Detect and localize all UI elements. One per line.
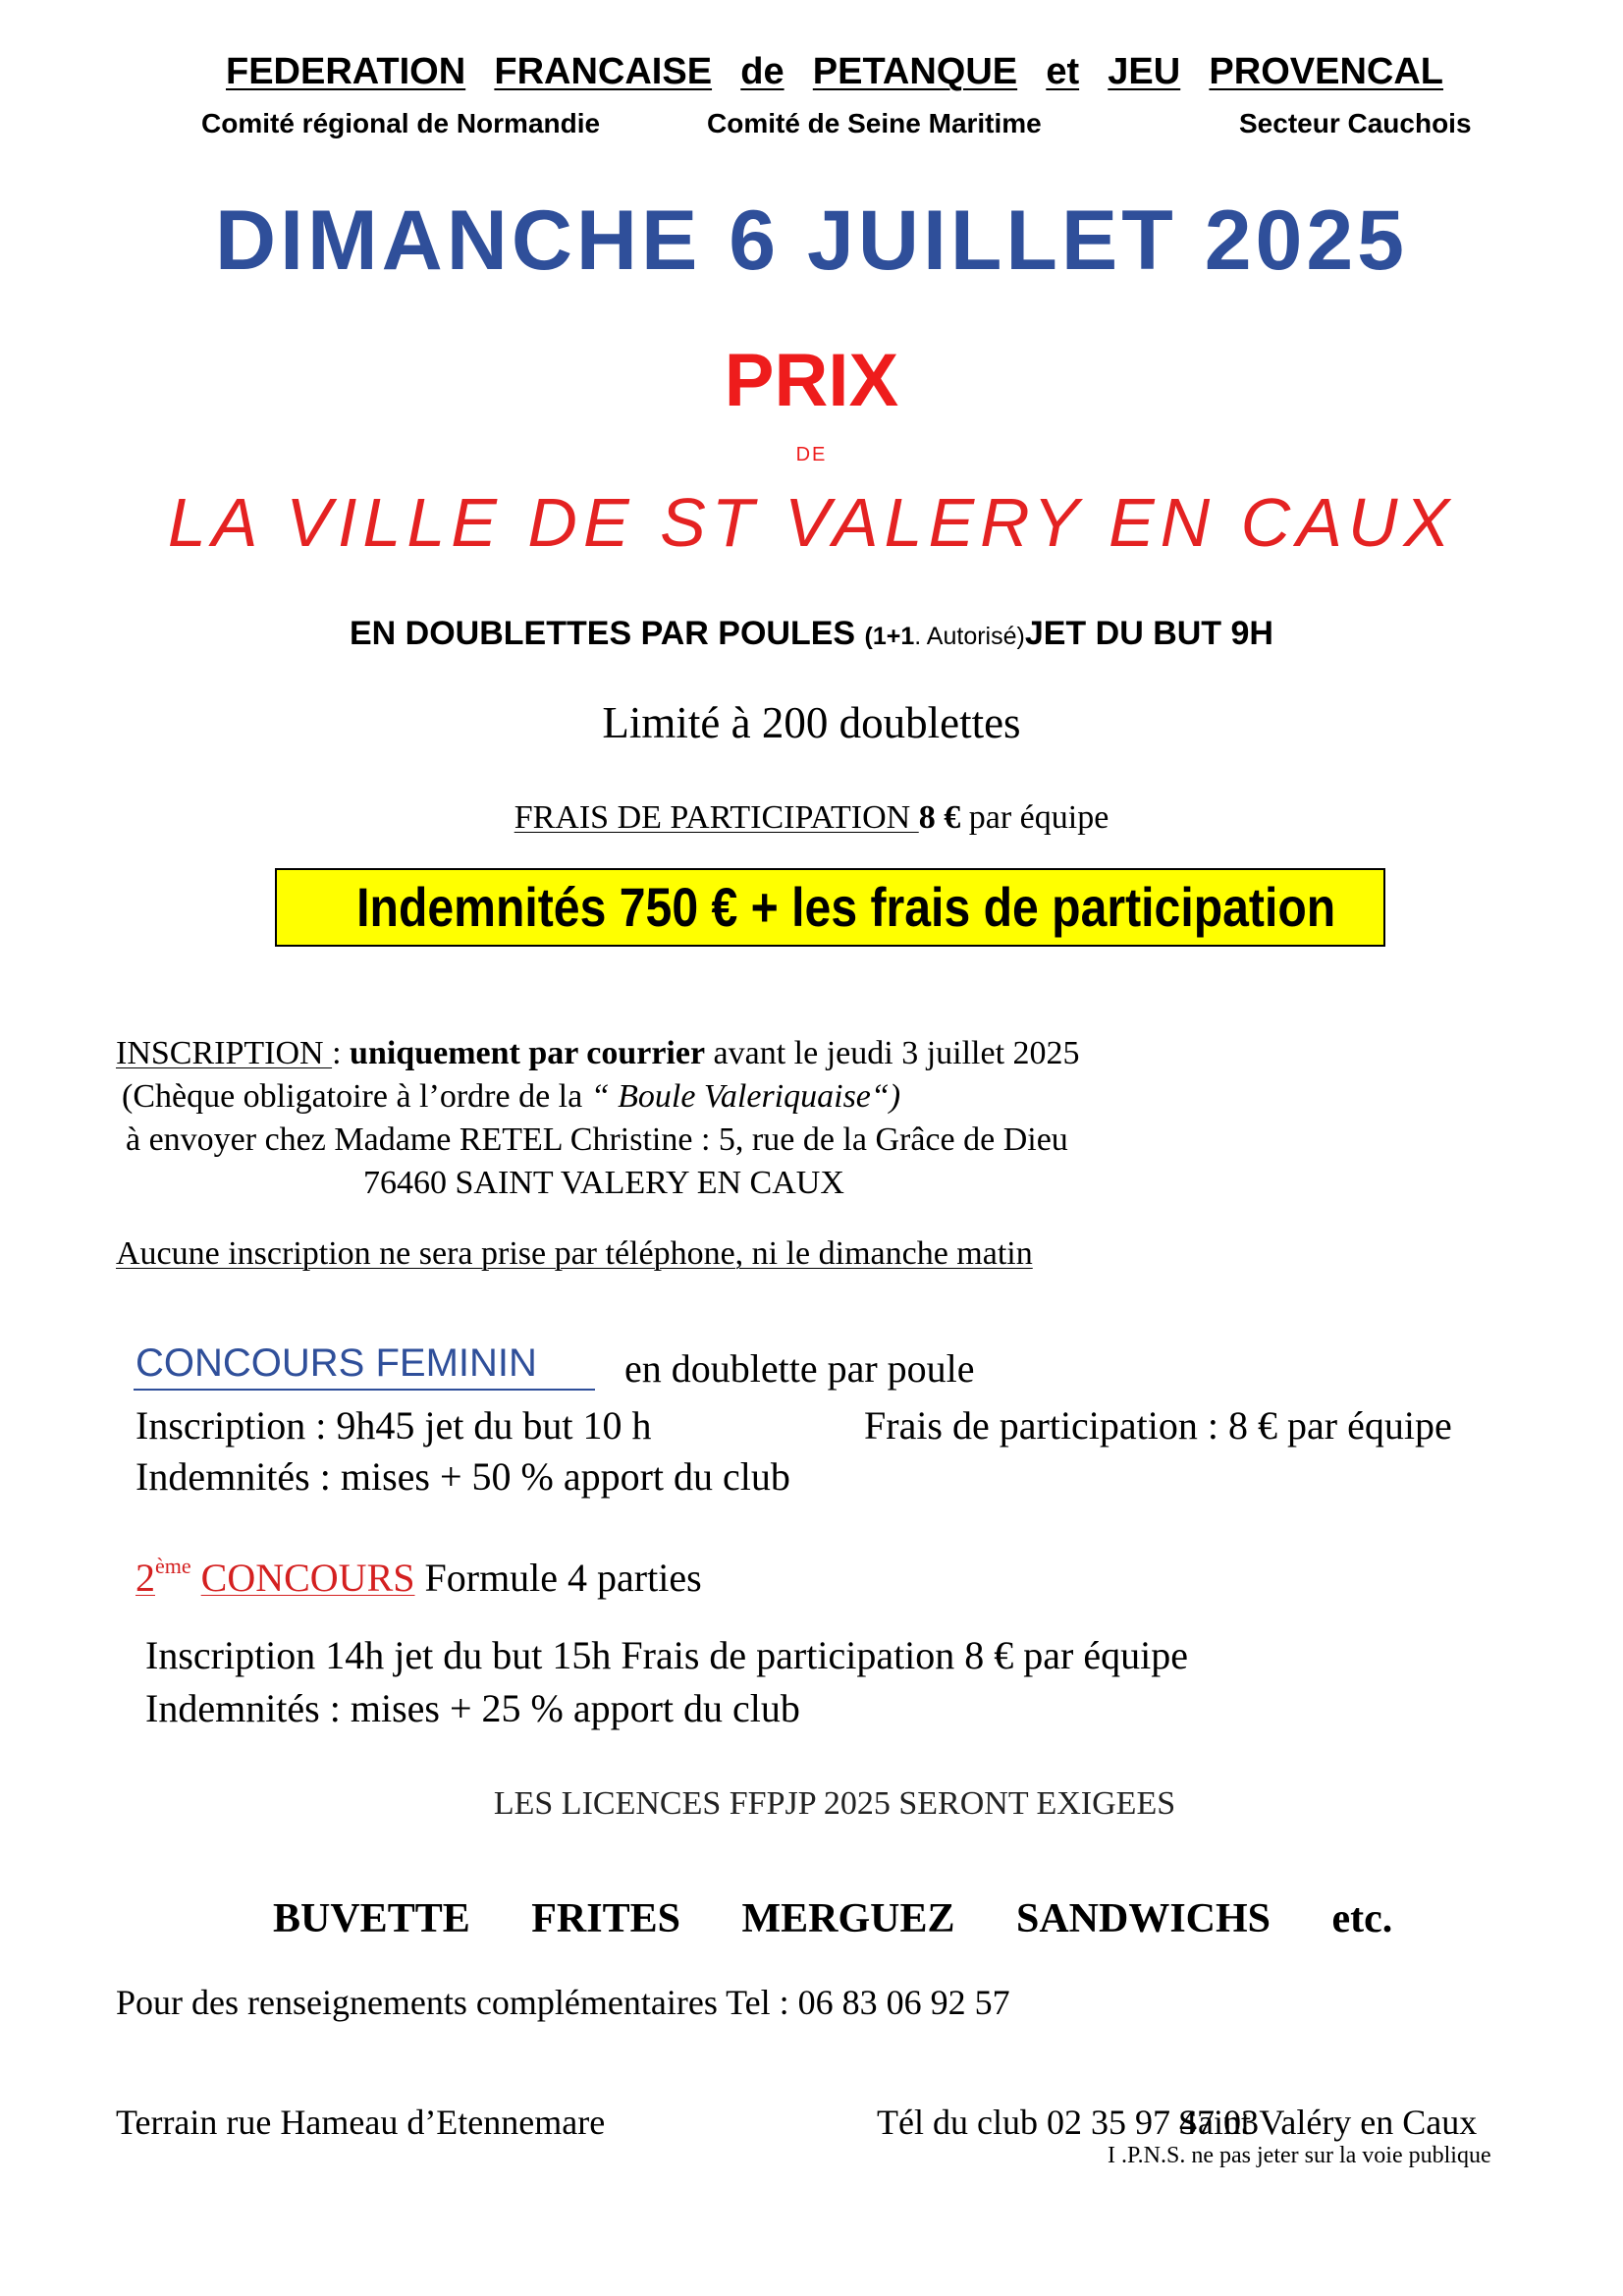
concours-feminin-title: CONCOURS FEMININ	[135, 1341, 537, 1385]
concours-2-sup: ème	[155, 1554, 191, 1578]
event-format	[0, 615, 1623, 653]
indemnites-text: Indemnités 750 € + les frais de participation	[356, 876, 1336, 938]
cheque-order: “ Boule Valeriquaise“)	[590, 1078, 901, 1115]
buvette-item: BUVETTE	[273, 1896, 470, 1941]
footer-ipns: I .P.N.S. ne pas jeter sur la voie publique	[1108, 2143, 1491, 2168]
frais-suffix: par équipe	[968, 799, 1109, 836]
inscription-deadline: avant le jeudi 3 juillet 2025	[705, 1035, 1080, 1071]
concours-feminin-horaires: Inscription : 9h45 jet du but 10 h	[135, 1403, 652, 1448]
buvette-item: MERGUEZ	[741, 1896, 955, 1941]
footer-tel-club: Tél du club 02 35 97 47 03	[877, 2103, 1259, 2142]
federation-word: FEDERATION	[226, 51, 466, 92]
event-limite: Limité à 200 doublettes	[602, 698, 1021, 747]
concours-feminin-subtitle: en doublette par poule	[624, 1346, 975, 1391]
footer-lieu: Saint Valéry en Caux	[1178, 2103, 1478, 2142]
federation-word: et	[1046, 51, 1080, 92]
federation-word: PROVENCAL	[1209, 51, 1443, 92]
licences-notice: LES LICENCES FFPJP 2025 SERONT EXIGEES	[493, 1785, 1176, 1822]
federation-title	[226, 51, 1443, 93]
comite-departemental: Comité de Seine Maritime	[707, 108, 1042, 138]
event-prix: PRIX	[724, 339, 899, 422]
concours-2-label: CONCOURS	[200, 1556, 415, 1600]
concours-feminin-frais: Frais de participation : 8 € par équipe	[864, 1403, 1452, 1448]
format-b: (1+1	[864, 623, 915, 650]
footer-terrain: Terrain rue Hameau d’Etennemare	[116, 2103, 606, 2142]
event-ville: LA VILLE DE ST VALERY EN CAUX	[167, 484, 1456, 561]
buvette-item: SANDWICHS	[1015, 1896, 1271, 1941]
event-frais	[0, 799, 1623, 837]
adresse-line: à envoyer chez Madame RETEL Christine : 5, rue de la Grâce de Dieu	[126, 1121, 1068, 1158]
concours-feminin-indemnites: Indemnités : mises + 50 % apport du club	[135, 1454, 790, 1499]
format-a: EN DOUBLETTES PAR POULES	[350, 615, 856, 652]
concours-2-ligne1: Inscription 14h jet du but 15h Frais de participation 8 € par équipe	[145, 1633, 1188, 1677]
inscription-line	[116, 1035, 1080, 1072]
concours-2-ligne2: Indemnités : mises + 25 % apport du club	[145, 1686, 800, 1730]
renseignements: Pour des renseignements complémentaires Tel : 06 83 06 92 57	[116, 1983, 1010, 2022]
event-date: DIMANCHE 6 JUILLET 2025	[214, 193, 1409, 288]
federation-word: JEU	[1108, 51, 1181, 92]
frais-amount: 8 €	[918, 799, 961, 836]
federation-word: de	[740, 51, 784, 92]
comite-regional: Comité régional de Normandie	[201, 108, 601, 138]
format-d: JET DU BUT 9H	[1024, 615, 1273, 652]
buvette-item: etc.	[1331, 1896, 1393, 1941]
frais-label: FRAIS DE PARTICIPATION	[514, 799, 919, 836]
federation-word: PETANQUE	[812, 51, 1018, 92]
buvette-line	[273, 1895, 1392, 1942]
indemnites-banner	[275, 868, 1385, 947]
federation-word: FRANCAISE	[494, 51, 713, 92]
cheque-text: (Chèque obligatoire à l’ordre de la	[122, 1078, 591, 1115]
inscription-colon: :	[332, 1035, 351, 1071]
concours-2-title	[135, 1554, 702, 1601]
concours-2-formule: Formule 4 parties	[414, 1556, 702, 1600]
concours-2-num: 2	[135, 1556, 155, 1600]
inscription-label: INSCRIPTION	[116, 1035, 333, 1071]
buvette-item: FRITES	[531, 1896, 680, 1941]
avertissement: Aucune inscription ne sera prise par téléphone, ni le dimanche matin	[116, 1235, 1033, 1272]
event-de: DE	[795, 444, 828, 465]
secteur: Secteur Cauchois	[1239, 108, 1472, 138]
ville-line: 76460 SAINT VALERY EN CAUX	[363, 1165, 844, 1201]
inscription-mode: uniquement par courrier	[350, 1035, 706, 1071]
format-c: . Autorisé)	[914, 623, 1025, 650]
cheque-line	[122, 1078, 900, 1116]
concours-feminin-underline	[134, 1389, 595, 1391]
